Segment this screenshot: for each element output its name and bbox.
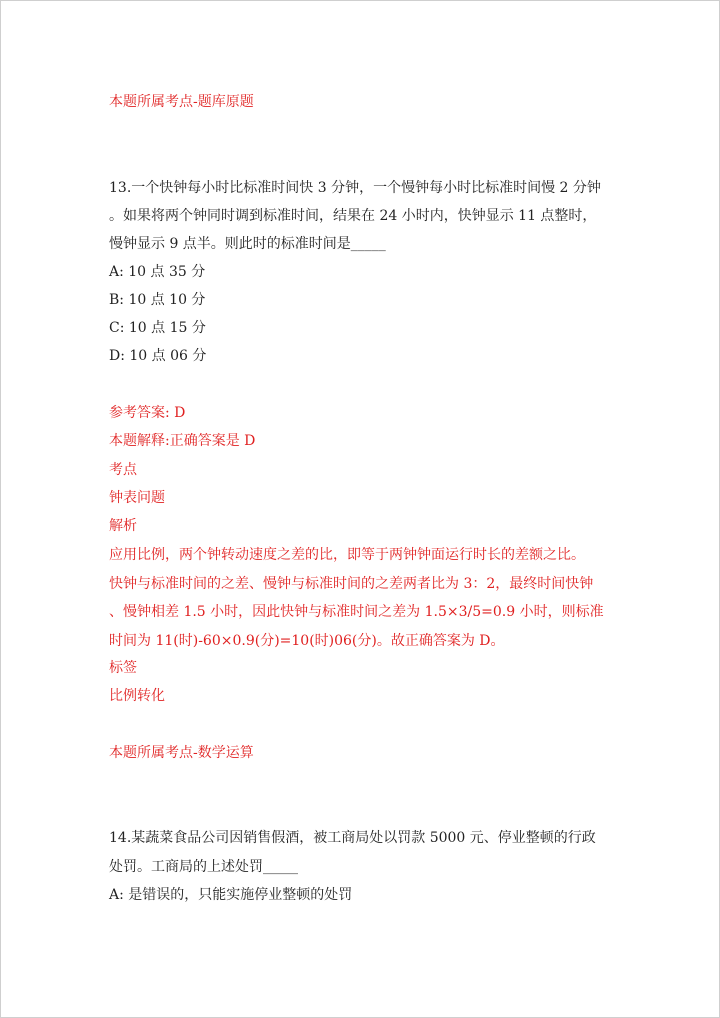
kaodian-value: 钟表问题 xyxy=(109,490,165,506)
question-category: 本题所属考点-题库原题 xyxy=(109,94,254,110)
option-b: B: 10 点 10 分 xyxy=(109,292,206,308)
question-stem-line: 13.一个快钟每小时比标准时间快 3 分钟，一个慢钟每小时比标准时间慢 2 分钟 xyxy=(109,180,601,196)
tag-label: 标签 xyxy=(109,660,137,676)
jiexi-line: 、慢钟相差 1.5 小时，因此快钟与标准时间之差为 1.5×3/5=0.9 小时，则标准 xyxy=(109,604,604,620)
question-stem-line: 慢钟显示 9 点半。则此时的标准时间是_____ xyxy=(109,236,386,252)
question-stem-line: 14.某蔬菜食品公司因销售假酒，被工商局处以罚款 5000 元、停业整顿的行政 xyxy=(109,830,596,846)
question-stem-line: 处罚。工商局的上述处罚_____ xyxy=(109,859,298,875)
option-a: A: 是错误的，只能实施停业整顿的处罚 xyxy=(109,887,353,903)
question-category: 本题所属考点-数学运算 xyxy=(109,745,254,761)
jiexi-label: 解析 xyxy=(109,518,137,534)
question-stem-line: 。如果将两个钟同时调到标准时间，结果在 24 小时内，快钟显示 11 点整时， xyxy=(109,208,597,224)
jiexi-line: 快钟与标准时间的之差、慢钟与标准时间的之差两者比为 3：2，最终时间快钟 xyxy=(109,576,594,592)
option-a: A: 10 点 35 分 xyxy=(109,264,206,280)
tag-value: 比例转化 xyxy=(109,688,165,704)
option-d: D: 10 点 06 分 xyxy=(109,348,207,364)
option-c: C: 10 点 15 分 xyxy=(109,320,206,336)
kaodian-label: 考点 xyxy=(109,462,137,478)
reference-answer: 参考答案: D xyxy=(109,405,186,421)
explanation-title: 本题解释:正确答案是 D xyxy=(109,433,256,449)
jiexi-line: 时间为 11(时)-60×0.9(分)=10(时)06(分)。故正确答案为 D。 xyxy=(109,633,505,649)
jiexi-line: 应用比例，两个钟转动速度之差的比，即等于两钟钟面运行时长的差额之比。 xyxy=(109,547,585,563)
